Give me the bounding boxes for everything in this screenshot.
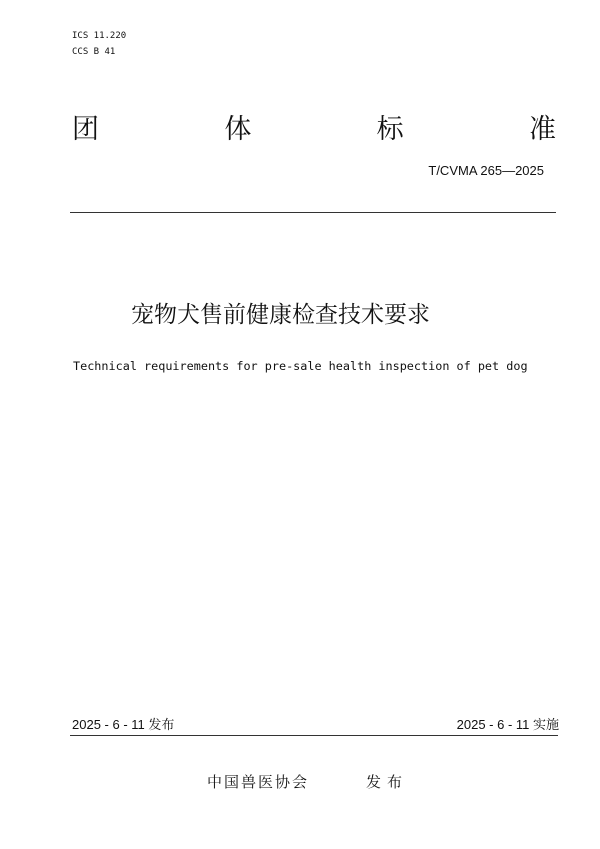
implementation-date: 2025 - 6 - 11 实施 [456, 717, 559, 732]
standard-type-char: 体 [224, 114, 252, 145]
ccs-code: CCS B 41 [72, 47, 116, 57]
ics-code: ICS 11.220 [72, 31, 127, 41]
standard-type-heading [72, 113, 556, 147]
standard-number: T/CVMA 265—2025 [428, 163, 544, 178]
standard-type-char: 准 [528, 114, 556, 145]
document-title-chinese: 宠物犬售前健康检查技术要求 [131, 302, 430, 328]
header-divider [70, 212, 556, 213]
issue-date: 2025 - 6 - 11 发布 [72, 717, 175, 732]
classification-codes [72, 28, 126, 60]
standard-type-char: 标 [376, 114, 404, 145]
document-title-english: Technical requirements for pre-sale health inspection of pet dog [73, 359, 528, 373]
standard-type-char: 团 [72, 114, 99, 145]
footer-divider [70, 735, 558, 736]
publish-label: 发布 [366, 773, 409, 791]
publisher-name: 中国兽医协会 [207, 773, 310, 791]
